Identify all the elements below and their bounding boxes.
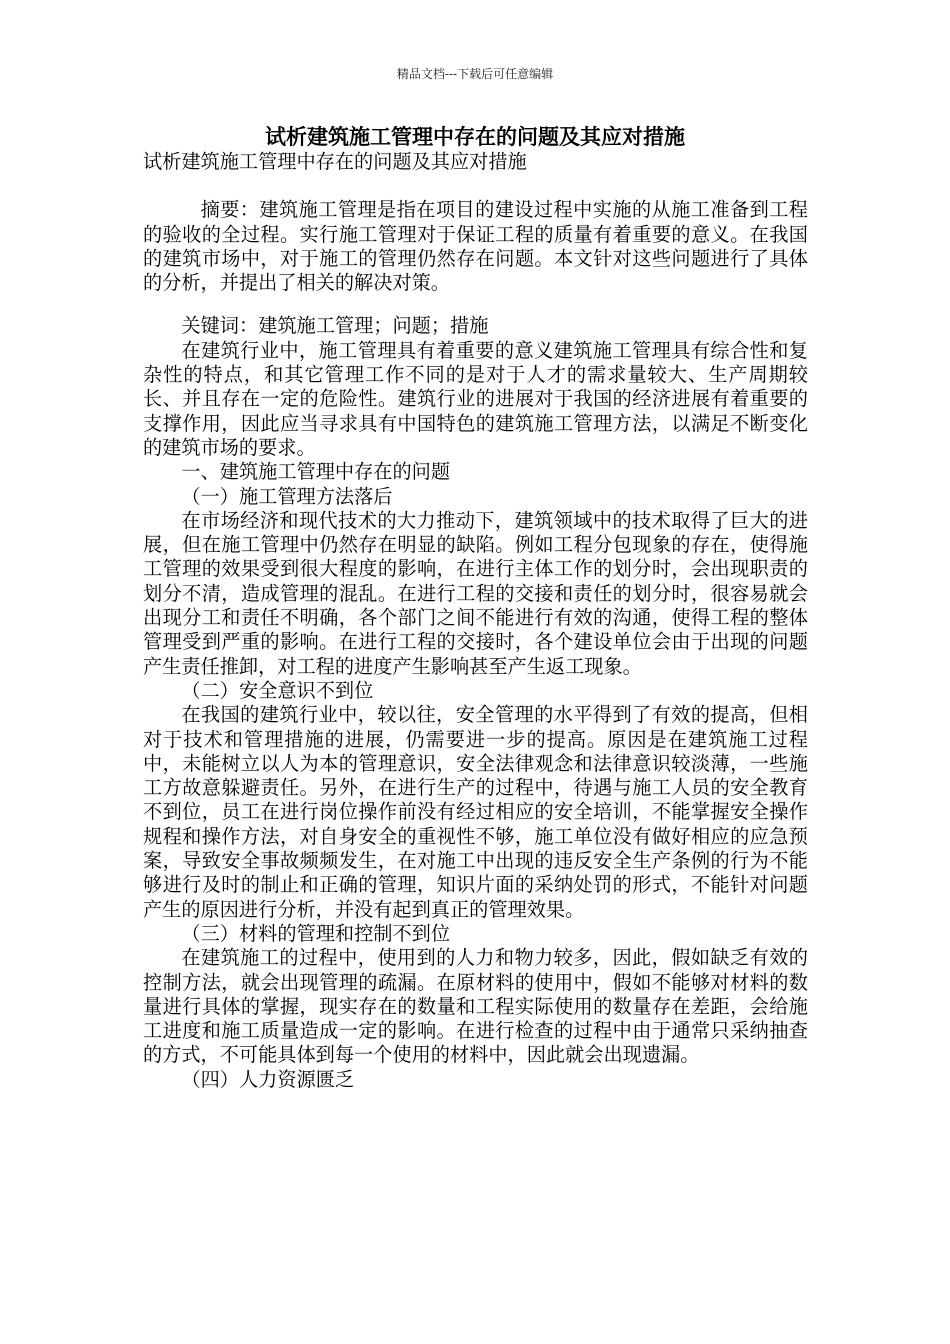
section-heading: 一、建筑施工管理中存在的问题	[181, 460, 451, 484]
spacer	[143, 295, 808, 314]
document-body	[143, 150, 808, 1092]
subsection-body-2: 在我国的建筑行业中，较以往，安全管理的水平得到了有效的提高，但相对于技术和管理措施的进展，仍需要进一步的提高。原因是在建筑施工过程中，未能树立以人为本的管理意识，安全法律观念和法律意识较淡薄，一些施工方故意躲避责任。另外，在进行生产的过程中，待遇与施工人员的安全教育不到位，员工在进行岗位操作前没有经过相应的安全培训，不能掌握安全操作规程和操作方法，对自身安全的重视性不够，施工单位没有做好相应的应急预案，导致安全事故频频发生，在对施工中出现的违反安全生产条例的行为不能够进行及时的制止和正确的管理，知识片面的采纳处罚的形式，不能针对问题产生的原因进行分析，并没有起到真正的管理效果。	[143, 703, 808, 921]
subsection-body-3: 在建筑施工的过程中，使用到的人力和物力较多，因此，假如缺乏有效的控制方法，就会出现管理的疏漏。在原材料的使用中，假如不能够对材料的数量进行具体的掌握，现实存在的数量和工程实际使用的数量存在差距，会给施工进度和施工质量造成一定的影响。在进行检查的过程中由于通常只采纳抽查的方式，不可能具体到每一个使用的材料中，因此就会出现遗漏。	[143, 946, 808, 1067]
keywords-line: 关键词：建筑施工管理；问题；措施	[181, 314, 489, 338]
subsection-heading-3: （三）材料的管理和控制不到位	[181, 921, 451, 945]
document-title: 试析建筑施工管理中存在的问题及其应对措施	[265, 124, 685, 149]
intro-paragraph: 在建筑行业中，施工管理具有着重要的意义建筑施工管理具有综合性和复杂性的特点，和其它管理工作不同的是对于人才的需求量较大、生产周期较长、并且存在一定的危险性。建筑行业的进展对于我国的经济进展有着重要的支撑作用，因此应当寻求具有中国特色的建筑施工管理方法，以满足不断变化的建筑市场的要求。	[143, 338, 808, 459]
abstract-paragraph: 摘要：建筑施工管理是指在项目的建设过程中实施的从施工准备到工程的验收的全过程。实行施工管理对于保证工程的质量有着重要的意义。在我国的建筑市场中，对于施工的管理仍然存在问题。本文针对这些问题进行了具体的分析，并提出了相关的解决对策。	[143, 198, 808, 295]
document-subtitle: 试析建筑施工管理中存在的问题及其应对措施	[143, 150, 527, 173]
subsection-heading-4: （四）人力资源匮乏	[181, 1067, 355, 1091]
subsection-heading-1: （一）施工管理方法落后	[181, 484, 393, 508]
spacer	[143, 174, 808, 198]
page-header-watermark: 精品文档---下载后可任意编辑	[396, 67, 554, 81]
subsection-body-1: 在市场经济和现代技术的大力推动下，建筑领域中的技术取得了巨大的进展，但在施工管理中仍然存在明显的缺陷。例如工程分包现象的存在，使得施工管理的效果受到很大程度的影响，在进行主体工作的划分时，会出现职责的划分不清，造成管理的混乱。在进行工程的交接和责任的划分时，很容易就会出现分工和责任不明确，各个部门之间不能进行有效的沟通，使得工程的整体管理受到严重的影响。在进行工程的交接时，各个建设单位会由于出现的问题产生责任推卸，对工程的进度产生影响甚至产生返工现象。	[143, 508, 808, 678]
subsection-heading-2: （二）安全意识不到位	[181, 678, 374, 702]
